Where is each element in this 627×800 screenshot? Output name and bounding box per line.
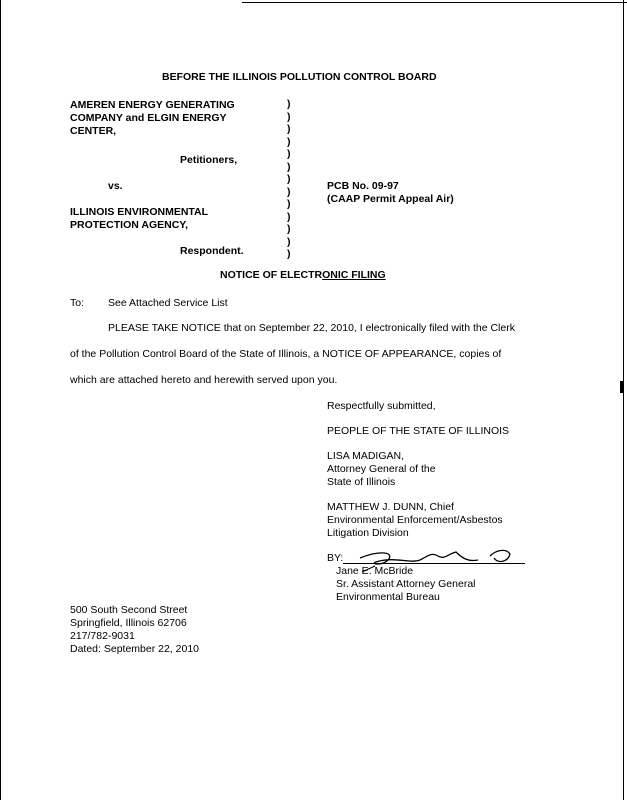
address-street: 500 South Second Street (70, 604, 188, 616)
petitioner-line-2: COMPANY and ELGIN ENERGY (70, 112, 227, 124)
margin-mark (620, 381, 623, 393)
caption-paren: ) (287, 123, 291, 135)
dated-line: Dated: September 22, 2010 (70, 643, 200, 655)
respondent-line-2: PROTECTION AGENCY, (70, 219, 189, 231)
attorney-general-title-2: State of Illinois (327, 476, 396, 488)
caption-paren: ) (287, 223, 291, 235)
petitioner-line-3: CENTER, (70, 125, 117, 137)
party-name: PEOPLE OF THE STATE OF ILLINOIS (327, 425, 510, 437)
versus-label: vs. (108, 180, 123, 192)
caption-paren: ) (287, 198, 291, 210)
respondent-label: Respondent. (180, 245, 244, 257)
notice-title-underlined: ONIC FILING (322, 269, 386, 281)
left-border-line (0, 0, 1, 800)
caption-paren: ) (287, 210, 291, 223)
caption-paren: ) (287, 160, 291, 173)
petitioners-label: Petitioners, (180, 154, 238, 166)
board-heading: BEFORE THE ILLINOIS POLLUTION CONTROL BOARD (162, 71, 437, 83)
petitioner-line-1: AMEREN ENERGY GENERATING (70, 99, 235, 111)
by-label: BY: (327, 552, 344, 564)
attorney-general-title-1: Attorney General of the (327, 463, 436, 475)
chief-title-2: Litigation Division (327, 527, 409, 539)
caption-paren: ) (287, 110, 291, 123)
signer-title-1: Sr. Assistant Attorney General (336, 578, 476, 590)
address-city: Springfield, Illinois 62706 (70, 617, 187, 629)
chief-name: MATTHEW J. DUNN, Chief (327, 501, 454, 513)
caption-paren: ) (287, 98, 291, 110)
signer-name: Jane E. McBride (336, 565, 414, 577)
address-phone: 217/782-9031 (70, 630, 135, 642)
top-border-line (242, 2, 627, 3)
caption-paren: ) (287, 135, 291, 148)
case-number: PCB No. 09-97 (327, 180, 399, 192)
closing: Respectfully submitted, (327, 400, 436, 412)
chief-title-1: Environmental Enforcement/Asbestos (327, 514, 503, 526)
notice-title (220, 269, 386, 282)
caption-paren: ) (287, 173, 291, 185)
caption-paren: ) (287, 148, 291, 160)
signer-title-2: Environmental Bureau (336, 591, 440, 603)
caption-paren: ) (287, 248, 291, 260)
right-border-line (623, 0, 624, 800)
notice-body-line-2: of the Pollution Control Board of the State of Illinois, a NOTICE OF APPEARANCE, copies of (70, 348, 502, 360)
respondent-line-1: ILLINOIS ENVIRONMENTAL (70, 206, 209, 218)
caption-paren: ) (287, 235, 291, 248)
attorney-general-name: LISA MADIGAN, (327, 450, 405, 462)
case-type: (CAAP Permit Appeal Air) (327, 193, 454, 205)
notice-title-prefix: NOTICE OF ELECTR (220, 269, 323, 281)
caption-paren: ) (287, 185, 291, 198)
to-label: To: (70, 297, 85, 309)
to-value: See Attached Service List (108, 297, 228, 309)
notice-body-line-3: which are attached hereto and herewith served upon you. (70, 374, 338, 386)
caption-paren-column (287, 98, 295, 261)
notice-body-line-1: PLEASE TAKE NOTICE that on September 22, 2010, I electronically filed with the Clerk (108, 322, 515, 334)
